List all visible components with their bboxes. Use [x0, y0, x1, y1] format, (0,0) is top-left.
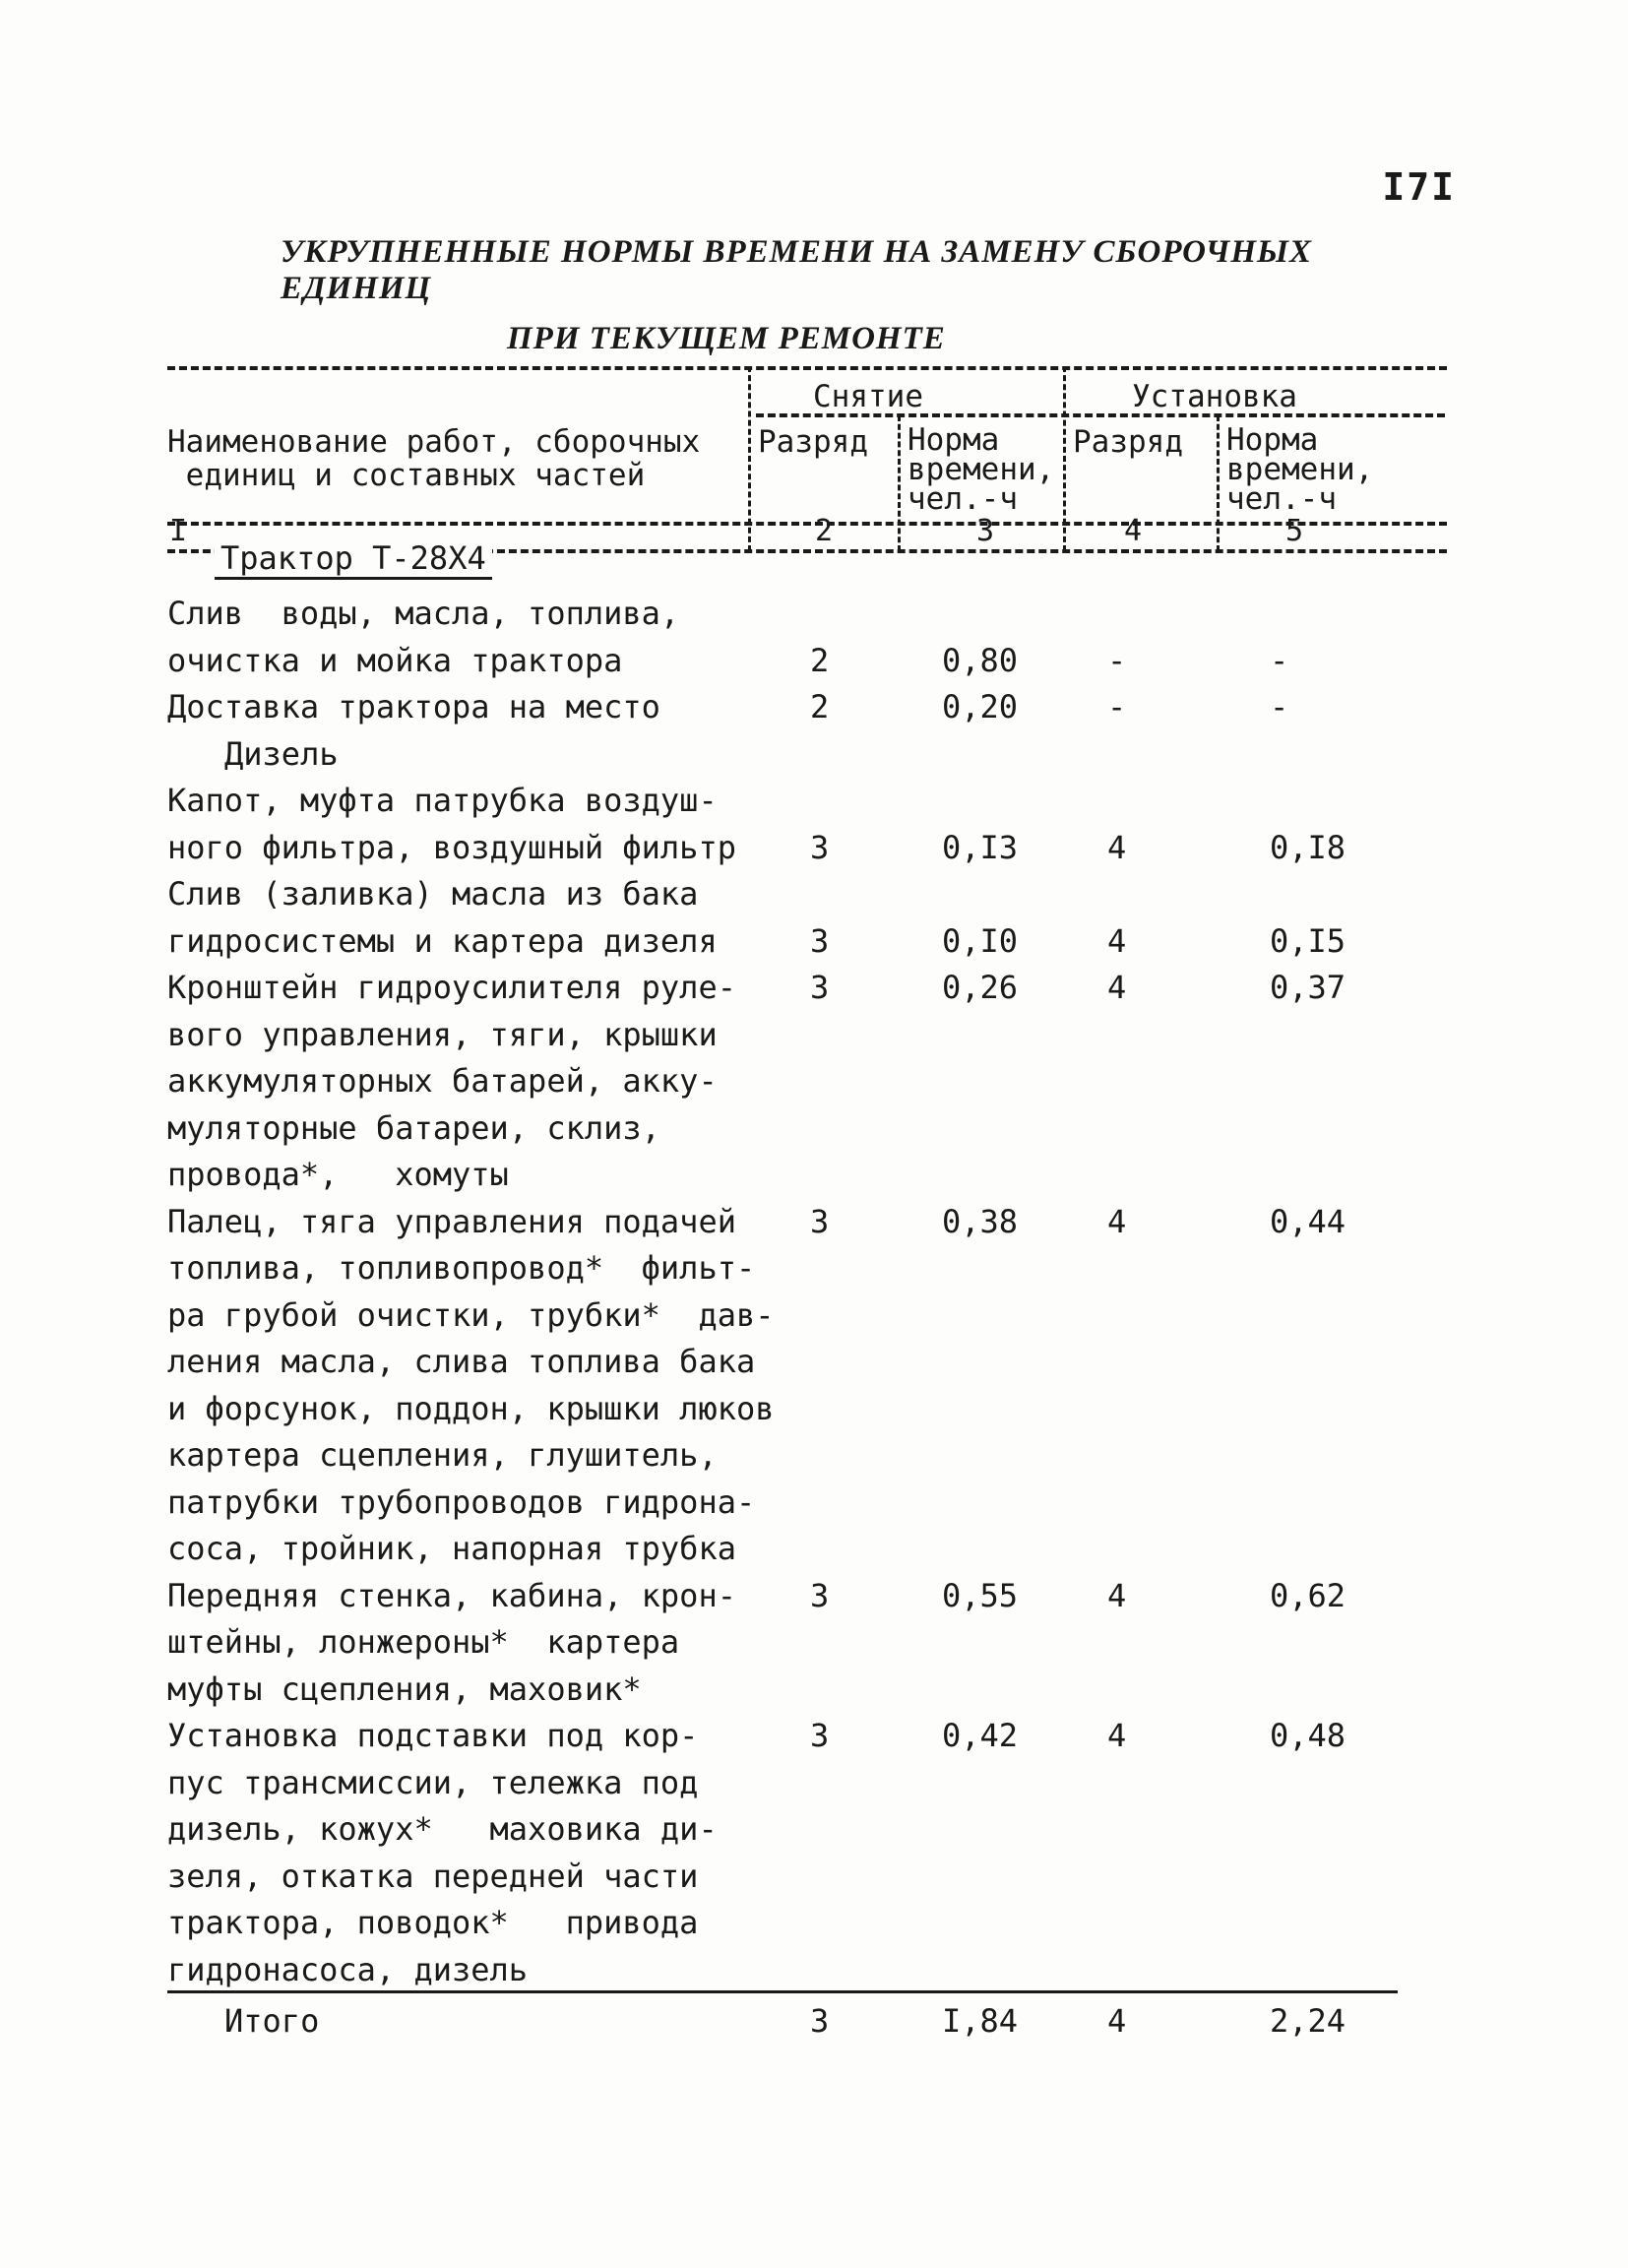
table-row: [167, 731, 1467, 779]
row-norm-install: 0,48: [1270, 1717, 1346, 1754]
table-body: [167, 591, 1467, 1993]
row-name: Установка подставки под кор- пус трансмиссии, тележка под дизель, кожух* маховика ди- зеля, откатка передней части трактора, поводок* привода гидронасоса, дизель: [167, 1717, 718, 1988]
total-grade-install: 4: [1107, 2002, 1127, 2040]
row-grade-install: 4: [1107, 969, 1127, 1006]
row-grade-install: 4: [1107, 921, 1127, 960]
row-grade-removal: 2: [810, 641, 830, 679]
table-row: [167, 778, 1467, 871]
table-row: [167, 684, 1467, 731]
column-number-4: 4: [1124, 514, 1143, 548]
title-line-2: ПРИ ТЕКУЩЕМ РЕМОНТЕ: [507, 321, 946, 356]
row-grade-install: -: [1107, 688, 1127, 725]
row-name: Слив (заливка) масла из бака гидросистемы и картера дизеля: [167, 875, 718, 960]
row-name: Дизель: [224, 734, 339, 773]
row-norm-install: 0,I8: [1270, 828, 1346, 866]
header-bottom-rule: [167, 522, 1447, 526]
table-row: [167, 591, 1467, 684]
row-grade-install: 4: [1107, 828, 1127, 866]
total-rule: [167, 1990, 1398, 1993]
row-grade-removal: 3: [810, 828, 830, 866]
row-norm-install: 0,62: [1270, 1576, 1346, 1614]
row-grade-removal: 3: [810, 921, 830, 960]
header-col-grade-removal: Разряд: [758, 424, 868, 460]
row-name: Передняя стенка, кабина, крон- штейны, лонжероны* картера муфты сцепления, маховик*: [167, 1576, 736, 1708]
row-norm-removal: 0,42: [942, 1717, 1019, 1754]
table-row: [167, 871, 1467, 965]
table-row: [167, 965, 1467, 1199]
row-norm-install: -: [1270, 688, 1289, 725]
row-grade-install: -: [1107, 641, 1127, 679]
header-divider-3: [1063, 366, 1066, 551]
row-norm-removal: 0,38: [942, 1202, 1019, 1240]
total-norm-install: 2,24: [1270, 2002, 1346, 2040]
header-col-grade-install: Разряд: [1073, 424, 1183, 460]
header-col-norm-install: Норма времени, чел.-ч: [1226, 422, 1374, 517]
row-name: Слив воды, масла, топлива, очистка и мойка трактора: [167, 595, 680, 679]
row-grade-removal: 3: [810, 1717, 830, 1754]
title-line-1: УКРУПНЕННЫЕ НОРМЫ ВРЕМЕНИ НА ЗАМЕНУ СБОРОЧНЫХ ЕДИНИЦ: [281, 234, 1313, 306]
row-name: Палец, тяга управления подачей топлива, топливопровод* фильт- ра грубой очистки, трубки* дав- ления масла, слива топлива бака и форсунок, поддон, крышки люков картера сцепления, глушитель, патрубки трубопроводов гидрона- соса, тройник, напорная трубка: [167, 1202, 775, 1567]
table-row: [167, 1713, 1467, 1993]
row-norm-removal: 0,80: [942, 641, 1019, 679]
row-grade-removal: 3: [810, 1576, 830, 1614]
table-row: [167, 1573, 1467, 1714]
header-col-norm-removal: Норма времени, чел.-ч: [908, 422, 1055, 517]
row-grade-install: 4: [1107, 1576, 1127, 1614]
row-name: Кронштейн гидроусилителя руле- вого управления, тяги, крышки аккумуляторных батарей, акку- муляторные батареи, склиз, провода*, хомуты: [167, 969, 736, 1193]
row-grade-install: 4: [1107, 1717, 1127, 1754]
row-name: Капот, муфта патрубка воздуш- ного фильтра, воздушный фильтр: [167, 782, 736, 866]
total-row: [167, 1998, 1467, 2045]
header-divider-2: [898, 415, 901, 551]
row-norm-install: 0,I5: [1270, 921, 1346, 960]
header-divider-4: [1217, 415, 1220, 551]
total-grade-removal: 3: [810, 2002, 830, 2040]
row-norm-removal: 0,I0: [942, 921, 1019, 960]
column-number-2: 2: [815, 514, 834, 548]
column-number-3: 3: [976, 514, 995, 548]
page-number: I7I: [1382, 165, 1456, 209]
row-grade-removal: 3: [810, 969, 830, 1006]
row-grade-removal: 3: [810, 1202, 830, 1240]
row-norm-install: 0,44: [1270, 1202, 1346, 1240]
section-title: Трактор Т-28Х4: [215, 539, 492, 580]
column-number-1: I: [169, 514, 188, 548]
table-row: [167, 1199, 1467, 1573]
row-grade-removal: 2: [810, 688, 830, 725]
row-grade-install: 4: [1107, 1202, 1127, 1240]
header-top-rule: [167, 366, 1447, 370]
row-name: Доставка трактора на место: [167, 688, 660, 725]
row-norm-removal: 0,55: [942, 1576, 1019, 1614]
header-group-install: Установка: [1132, 379, 1297, 414]
header-group-removal: Снятие: [813, 379, 923, 414]
total-label: Итого: [224, 2002, 320, 2040]
row-norm-install: 0,37: [1270, 969, 1346, 1006]
total-norm-removal: I,84: [942, 2002, 1019, 2040]
column-number-5: 5: [1285, 514, 1304, 548]
row-norm-install: -: [1270, 641, 1289, 679]
row-norm-removal: 0,I3: [942, 828, 1019, 866]
header-divider-1: [748, 366, 751, 551]
document-title: [281, 234, 1314, 357]
row-norm-removal: 0,26: [942, 969, 1019, 1006]
header-col-name: Наименование работ, сборочных единиц и составных частей: [167, 424, 701, 493]
row-norm-removal: 0,20: [942, 688, 1019, 725]
